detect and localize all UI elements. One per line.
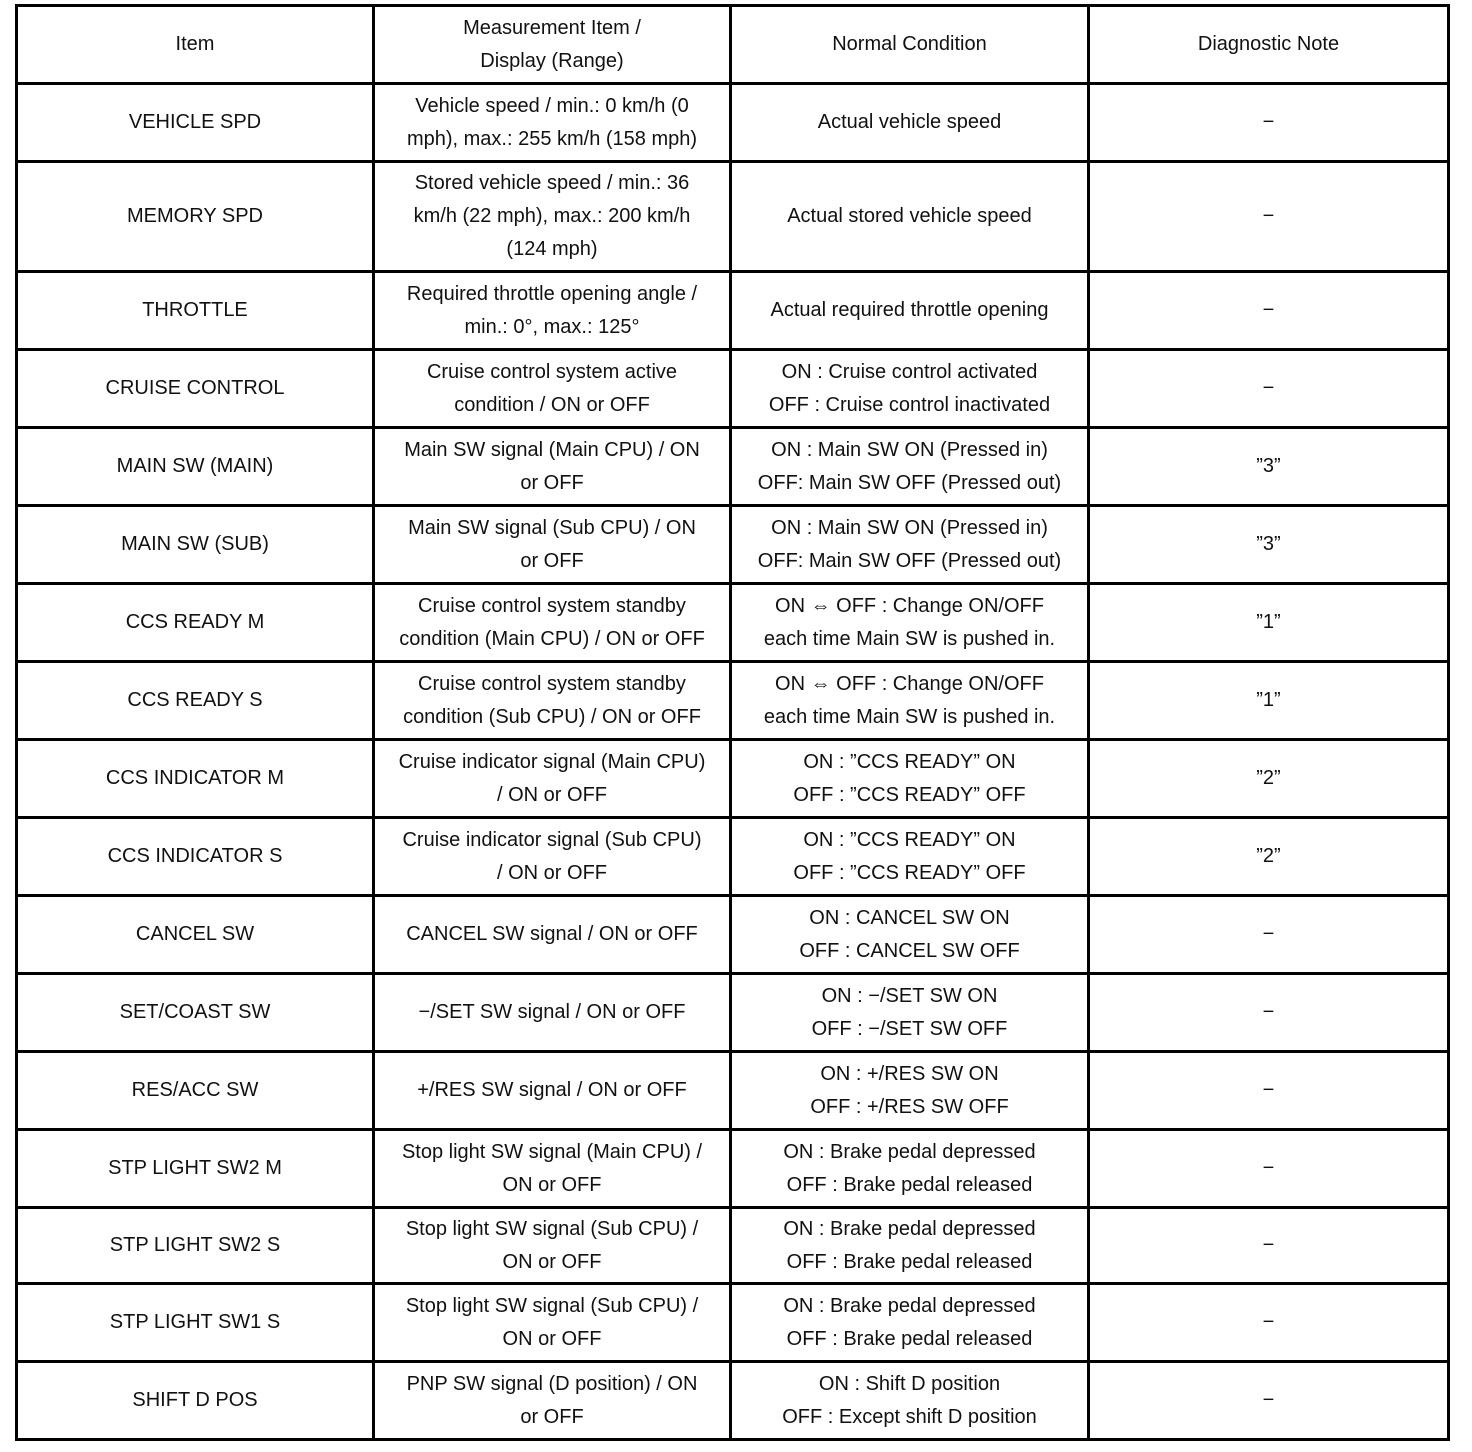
diagnostic-note-cell: − [1089, 84, 1449, 162]
measurement-cell [374, 1208, 731, 1284]
normal-condition-line: ON : −/SET SW ON [821, 984, 998, 1007]
measurement-line: Cruise indicator signal (Main CPU) [398, 750, 706, 773]
normal-condition-line: each time Main SW is pushed in. [763, 627, 1056, 650]
measurement-line: or OFF [520, 471, 584, 494]
measurement-cell [374, 896, 731, 974]
table-row [17, 428, 1449, 506]
normal-condition-line: OFF : Cruise control inactivated [768, 393, 1051, 416]
table-row [17, 1052, 1449, 1130]
normal-condition-line: ON : Shift D position [818, 1372, 1001, 1395]
normal-condition-line: ON : Brake pedal depressed [783, 1217, 1036, 1240]
diagnostic-note-cell: − [1089, 974, 1449, 1052]
header-measurement-line: Display (Range) [480, 49, 624, 72]
normal-condition-line: OFF : +/RES SW OFF [810, 1095, 1009, 1118]
measurement-line: condition / ON or OFF [454, 393, 650, 416]
normal-condition-line: ON : Brake pedal depressed [783, 1294, 1036, 1317]
normal-condition-line: ON : Main SW ON (Pressed in) [771, 438, 1048, 461]
normal-condition-cell [731, 1284, 1089, 1362]
table-row [17, 740, 1449, 818]
measurement-cell [374, 84, 731, 162]
normal-condition-line: Actual vehicle speed [817, 111, 1002, 133]
measurement-cell [374, 1362, 731, 1440]
normal-condition-line: ON ⇔ OFF : Change ON/OFF [775, 672, 1044, 695]
item-cell: MAIN SW (SUB) [17, 506, 374, 584]
item-cell: STP LIGHT SW2 S [17, 1208, 374, 1284]
measurement-cell [374, 1052, 731, 1130]
data-monitor-table [15, 4, 1450, 1441]
normal-condition-line: ON : Cruise control activated [781, 360, 1038, 383]
measurement-line: Stored vehicle speed / min.: 36 [414, 172, 690, 194]
table-row [17, 506, 1449, 584]
item-cell: MEMORY SPD [17, 162, 374, 272]
measurement-cell [374, 818, 731, 896]
normal-condition-line: OFF : −/SET SW OFF [811, 1017, 1008, 1040]
table-row [17, 162, 1449, 272]
normal-condition-cell [731, 162, 1089, 272]
normal-condition-line: ON ⇔ OFF : Change ON/OFF [775, 594, 1044, 617]
normal-condition-line: OFF: Main SW OFF (Pressed out) [757, 549, 1062, 572]
normal-condition-line: ON : Main SW ON (Pressed in) [771, 516, 1048, 539]
table-row [17, 974, 1449, 1052]
header-row [17, 6, 1449, 84]
measurement-line: Required throttle opening angle / [406, 282, 698, 305]
normal-condition-line: OFF: Main SW OFF (Pressed out) [757, 471, 1062, 494]
measurement-cell [374, 974, 731, 1052]
table-row [17, 84, 1449, 162]
item-cell: MAIN SW (MAIN) [17, 428, 374, 506]
normal-condition-cell [731, 818, 1089, 896]
diagnostic-note-cell: ”3” [1089, 506, 1449, 584]
normal-condition-line: OFF : Brake pedal released [786, 1173, 1033, 1196]
diagnostic-note-cell: − [1089, 1284, 1449, 1362]
item-cell: STP LIGHT SW1 S [17, 1284, 374, 1362]
measurement-cell [374, 428, 731, 506]
diagnostic-note-cell: ”2” [1089, 818, 1449, 896]
normal-condition-cell [731, 662, 1089, 740]
measurement-line: condition (Main CPU) / ON or OFF [399, 627, 705, 650]
measurement-cell [374, 1284, 731, 1362]
table-row [17, 1362, 1449, 1440]
normal-condition-line: OFF : ”CCS READY” OFF [793, 861, 1026, 884]
diagnostic-note-cell: − [1089, 1208, 1449, 1284]
measurement-line: Cruise control system standby [418, 594, 686, 617]
measurement-line: Cruise indicator signal (Sub CPU) [402, 828, 702, 851]
measurement-cell [374, 350, 731, 428]
measurement-cell [374, 584, 731, 662]
normal-condition-cell [731, 84, 1089, 162]
table-row [17, 1284, 1449, 1362]
item-cell: VEHICLE SPD [17, 84, 374, 162]
normal-condition-cell [731, 428, 1089, 506]
header-diagnostic-note: Diagnostic Note [1089, 6, 1449, 84]
table-row [17, 1130, 1449, 1208]
measurement-line: Stop light SW signal (Sub CPU) / [405, 1217, 699, 1240]
normal-condition-cell [731, 740, 1089, 818]
measurement-line: Main SW signal (Sub CPU) / ON [408, 516, 696, 539]
diagnostic-note-cell: − [1089, 1362, 1449, 1440]
item-cell: CCS INDICATOR M [17, 740, 374, 818]
header-measurement [374, 6, 731, 84]
table-row [17, 896, 1449, 974]
diagnostic-note-cell: ”2” [1089, 740, 1449, 818]
measurement-line: mph), max.: 255 km/h (158 mph) [406, 127, 698, 150]
normal-condition-line: OFF : Brake pedal released [786, 1250, 1033, 1273]
diagnostic-note-cell: − [1089, 272, 1449, 350]
normal-condition-line: ON : CANCEL SW ON [809, 906, 1010, 929]
diagnostic-note-cell: ”3” [1089, 428, 1449, 506]
normal-condition-line: ON : +/RES SW ON [820, 1062, 999, 1085]
measurement-line: Main SW signal (Main CPU) / ON [404, 438, 700, 461]
header-measurement-line: Measurement Item / [463, 16, 641, 39]
normal-condition-line: OFF : ”CCS READY” OFF [793, 783, 1026, 806]
item-cell: CRUISE CONTROL [17, 350, 374, 428]
table-row [17, 350, 1449, 428]
header-normal-condition: Normal Condition [731, 6, 1089, 84]
normal-condition-line: each time Main SW is pushed in. [763, 705, 1056, 728]
normal-condition-cell [731, 1052, 1089, 1130]
diagnostic-note-cell: ”1” [1089, 584, 1449, 662]
normal-condition-cell [731, 974, 1089, 1052]
item-cell: RES/ACC SW [17, 1052, 374, 1130]
item-cell: THROTTLE [17, 272, 374, 350]
measurement-line: Vehicle speed / min.: 0 km/h (0 [415, 94, 689, 117]
measurement-line: CANCEL SW signal / ON or OFF [406, 923, 698, 945]
measurement-cell [374, 662, 731, 740]
diagnostic-note-cell: − [1089, 896, 1449, 974]
table-row [17, 818, 1449, 896]
normal-condition-line: Actual stored vehicle speed [787, 205, 1032, 227]
diagnostic-note-cell: − [1089, 1130, 1449, 1208]
normal-condition-cell [731, 896, 1089, 974]
measurement-line: PNP SW signal (D position) / ON [406, 1372, 698, 1395]
normal-condition-line: Actual required throttle opening [770, 299, 1049, 321]
measurement-line: / ON or OFF [497, 861, 607, 884]
table-row [17, 662, 1449, 740]
normal-condition-line: ON : Brake pedal depressed [783, 1140, 1036, 1163]
measurement-line: −/SET SW signal / ON or OFF [418, 1001, 686, 1023]
measurement-cell [374, 272, 731, 350]
measurement-cell [374, 162, 731, 272]
measurement-line: +/RES SW signal / ON or OFF [417, 1079, 687, 1101]
measurement-cell [374, 1130, 731, 1208]
table-row [17, 584, 1449, 662]
item-cell: CANCEL SW [17, 896, 374, 974]
diagnostic-note-cell: − [1089, 350, 1449, 428]
normal-condition-cell [731, 1362, 1089, 1440]
measurement-line: or OFF [520, 1405, 584, 1428]
measurement-line: (124 mph) [506, 238, 598, 260]
normal-condition-line: OFF : CANCEL SW OFF [799, 939, 1020, 962]
measurement-line: km/h (22 mph), max.: 200 km/h [413, 205, 691, 227]
measurement-cell [374, 506, 731, 584]
measurement-line: Cruise control system active [426, 360, 678, 383]
measurement-line: ON or OFF [502, 1250, 602, 1273]
normal-condition-line: ON : ”CCS READY” ON [803, 750, 1016, 773]
item-cell: CCS INDICATOR S [17, 818, 374, 896]
normal-condition-line: ON : ”CCS READY” ON [803, 828, 1016, 851]
measurement-line: or OFF [520, 549, 584, 572]
table-row [17, 1208, 1449, 1284]
normal-condition-cell [731, 350, 1089, 428]
measurement-line: condition (Sub CPU) / ON or OFF [403, 705, 701, 728]
normal-condition-line: OFF : Except shift D position [782, 1405, 1037, 1428]
measurement-line: ON or OFF [502, 1173, 602, 1196]
header-item: Item [17, 6, 374, 84]
measurement-cell [374, 740, 731, 818]
measurement-line: ON or OFF [502, 1327, 602, 1350]
diagnostic-note-cell: − [1089, 162, 1449, 272]
normal-condition-line: OFF : Brake pedal released [786, 1327, 1033, 1350]
item-cell: CCS READY S [17, 662, 374, 740]
normal-condition-cell [731, 506, 1089, 584]
measurement-line: / ON or OFF [497, 783, 607, 806]
item-cell: CCS READY M [17, 584, 374, 662]
normal-condition-cell [731, 584, 1089, 662]
normal-condition-cell [731, 1130, 1089, 1208]
item-cell: SHIFT D POS [17, 1362, 374, 1440]
measurement-line: min.: 0°, max.: 125° [464, 315, 640, 338]
table-row [17, 272, 1449, 350]
normal-condition-cell [731, 272, 1089, 350]
measurement-line: Cruise control system standby [418, 672, 686, 695]
item-cell: STP LIGHT SW2 M [17, 1130, 374, 1208]
normal-condition-cell [731, 1208, 1089, 1284]
item-cell: SET/COAST SW [17, 974, 374, 1052]
measurement-line: Stop light SW signal (Main CPU) / [401, 1140, 703, 1163]
diagnostic-note-cell: ”1” [1089, 662, 1449, 740]
diagnostic-note-cell: − [1089, 1052, 1449, 1130]
measurement-line: Stop light SW signal (Sub CPU) / [405, 1294, 699, 1317]
